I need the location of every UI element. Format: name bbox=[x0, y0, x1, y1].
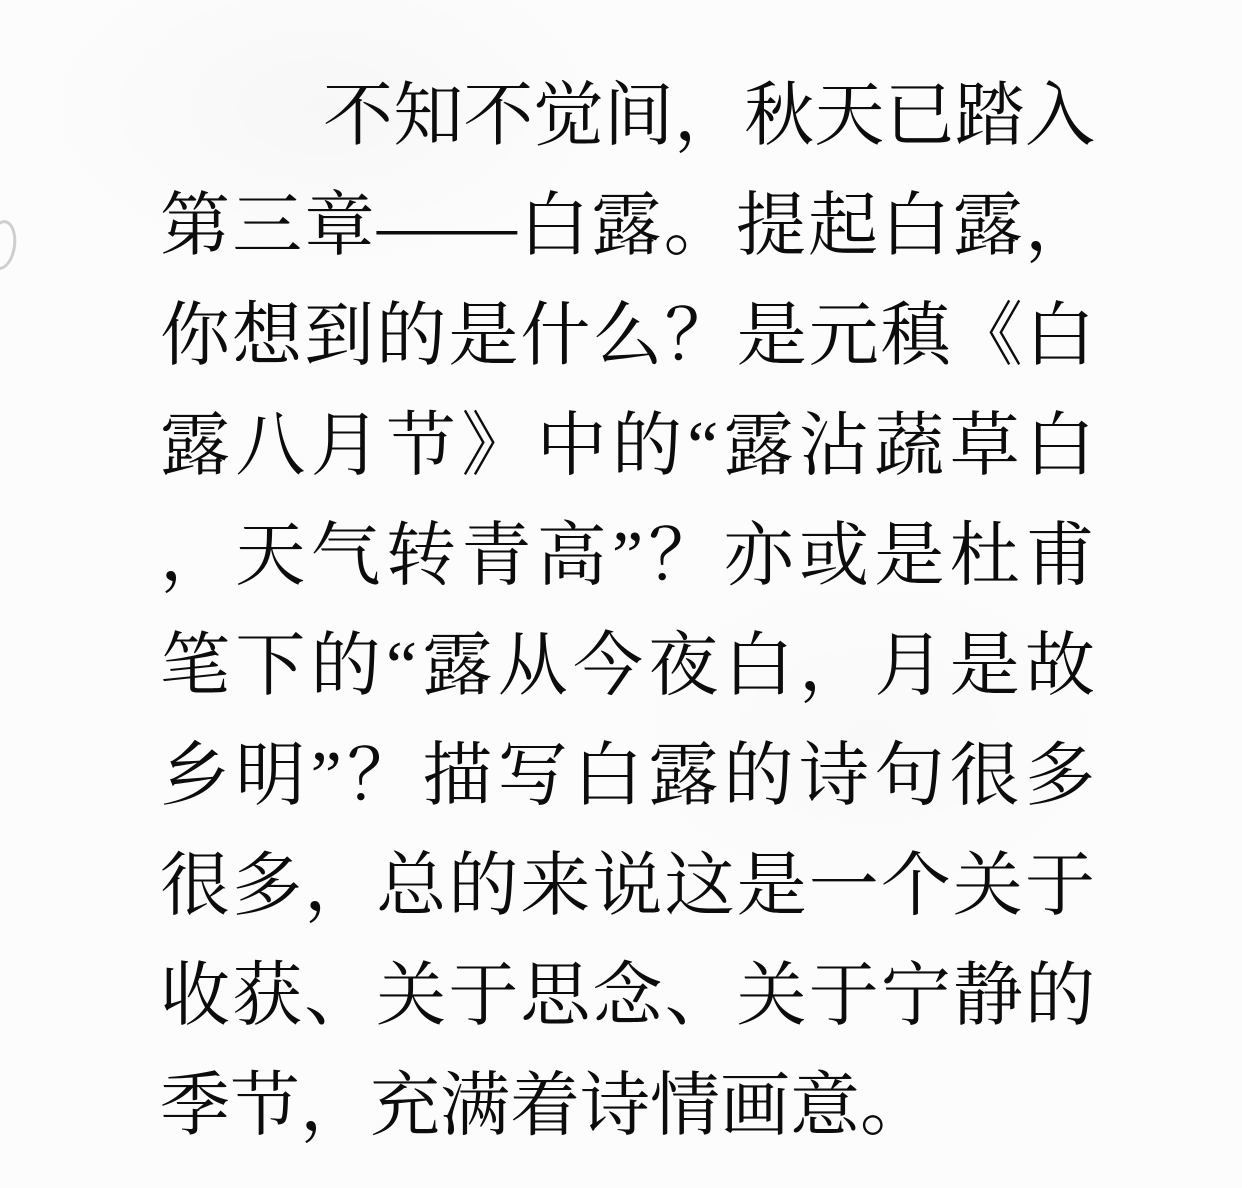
text-line-9: 收获、关于思念、关于宁静的 bbox=[160, 958, 1095, 1035]
text-line-6: 笔下的“露从今夜白，月是故 bbox=[160, 628, 1095, 705]
text-line-4: 露八月节》中的“露沾蔬草白 bbox=[160, 408, 1095, 485]
text-line-2: 第三章——白露。提起白露， bbox=[160, 188, 1095, 265]
text-line-1: 不知不觉间，秋天已踏入 bbox=[323, 78, 1095, 155]
text-line-8: 很多，总的来说这是一个关于 bbox=[160, 848, 1095, 925]
text-line-10: 季节，充满着诗情画意。 bbox=[160, 1068, 930, 1145]
text-line-3: 你想到的是什么？是元稹《白 bbox=[160, 298, 1095, 375]
paragraph-block bbox=[160, 62, 1095, 1162]
text-line-5: ，天气转青高”？亦或是杜甫 bbox=[160, 518, 1095, 595]
scan-artifact bbox=[0, 218, 19, 271]
text-line-7: 乡明”？描写白露的诗句很多 bbox=[160, 738, 1095, 815]
